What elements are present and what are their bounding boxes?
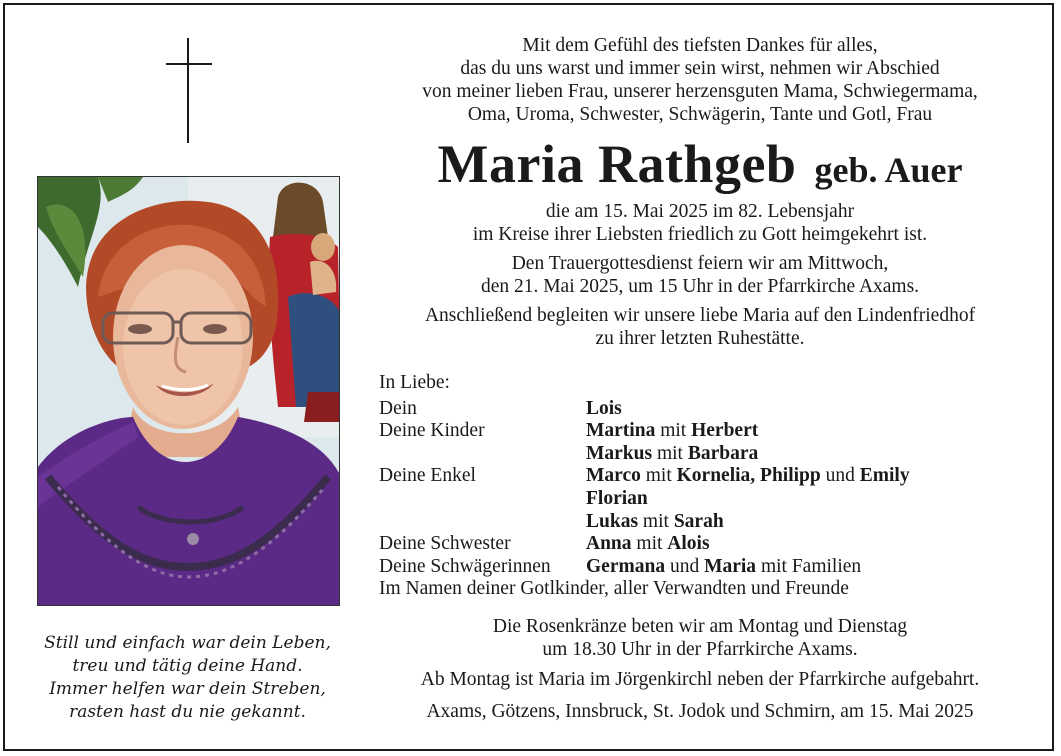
death-paragraph [370,200,1030,246]
laid-out-line: Ab Montag ist Maria im Jörgenkirchl neben der Pfarrkirche aufgebahrt. [420,669,980,690]
mourner-connector: mit Familien [756,555,862,577]
mourner-row [379,465,1019,488]
portrait-photo [37,176,340,606]
mourner-name: Marco [586,465,641,487]
in-love-heading: In Liebe: [379,372,450,393]
mourner-connector: und [820,465,860,487]
mourner-names [586,556,861,579]
mourner-row [379,443,1019,466]
mourner-name: Germana [586,555,666,577]
mourner-relation: Deine Schwester [379,533,511,555]
mourner-row [379,488,1019,511]
mourner-names [586,465,910,488]
mourner-name: Anna [586,533,632,555]
places-date-line: Axams, Götzens, Innsbruck, St. Jodok und Schmirn, am 15. Mai 2025 [426,701,974,722]
service-line: den 21. Mai 2025, um 15 Uhr in der Pfarrkirche Axams. [480,276,920,297]
mourner-row [379,556,1019,579]
rosary-line: Die Rosenkränze beten wir am Montag und Dienstag [492,616,908,637]
mourner-names [586,443,758,466]
intro-line: von meiner lieben Frau, unserer herzensguten Mama, Schwiegermama, [422,81,978,102]
service-line: Den Trauergottesdienst feiern wir am Mittwoch, [511,253,889,274]
mourner-names [586,488,648,511]
mourner-connector: mit [631,533,668,555]
mourner-connector: mit [652,442,688,464]
notice-text [370,34,1030,350]
rosary-paragraph [370,615,1030,661]
mourner-row [379,533,1019,556]
mourner-name: Herbert [691,420,759,442]
burial-paragraph [370,304,1030,350]
mourner-connector: mit [640,465,677,487]
mourner-connector: mit [638,510,674,532]
mourner-name: Markus [586,442,653,464]
burial-line: Anschließend begleiten wir unsere liebe Maria auf den Lindenfriedhof [424,305,976,326]
mourner-names [586,533,710,556]
deceased-name: Maria Rathgeb [437,134,797,194]
mourner-row [379,420,1019,443]
mourner-row [379,511,1019,534]
names-line: Im Namen deiner Gotlkinder, aller Verwandten und Freunde [379,578,849,600]
burial-line: zu ihrer letzten Ruhestätte. [595,328,805,349]
memorial-poem [20,632,355,724]
intro-line: das du uns warst und immer sein wirst, nehmen wir Abschied [460,58,940,79]
mourner-row [379,398,1019,421]
mourner-name: Emily [859,465,910,487]
poem-line: Immer helfen war dein Streben, [49,679,326,699]
mourner-name: Florian [586,487,648,509]
intro-line: Mit dem Gefühl des tiefsten Dankes für alles, [522,35,878,56]
death-line: im Kreise ihrer Liebsten friedlich zu Gott heimgekehrt ist. [472,224,928,245]
death-line: die am 15. Mai 2025 im 82. Lebensjahr [545,201,855,222]
mourner-relation [379,443,586,466]
mourner-name: Lukas [586,510,639,532]
mourner-names [586,511,724,534]
mourner-relation [379,488,586,511]
service-paragraph [370,252,1030,298]
mourner-connector: und [665,555,705,577]
mourner-relation: Deine Schwägerinnen [379,555,551,577]
mourner-name: Lois [586,397,622,419]
mourner-name: Alois [667,533,710,555]
mourner-relation: Dein [379,397,417,419]
deceased-name-line [370,134,1030,194]
intro-line: Oma, Uroma, Schwester, Schwägerin, Tante und Gotl, Frau [467,104,933,125]
poem-line: rasten hast du nie gekannt. [69,702,306,722]
mourner-names [586,420,758,443]
mourner-relation [379,511,586,534]
mourner-name: Barbara [687,442,759,464]
mourner-relation: Deine Enkel [379,465,476,487]
rosary-line: um 18.30 Uhr in der Pfarrkirche Axams. [542,639,858,660]
mourner-names [586,398,622,421]
mourner-connector: mit [655,420,692,442]
mourner-name: Kornelia, Philipp [676,465,821,487]
poem-line: Still und einfach war dein Leben, [44,633,331,653]
mourner-name: Maria [704,555,757,577]
poem-line: treu und tätig deine Hand. [72,656,303,676]
mourner-name: Sarah [673,510,724,532]
mourner-name: Martina [586,420,656,442]
mourners-list [379,372,1019,601]
mourner-relation: Deine Kinder [379,420,485,442]
maiden-name: geb. Auer [814,150,963,190]
intro-paragraph [370,34,1030,126]
